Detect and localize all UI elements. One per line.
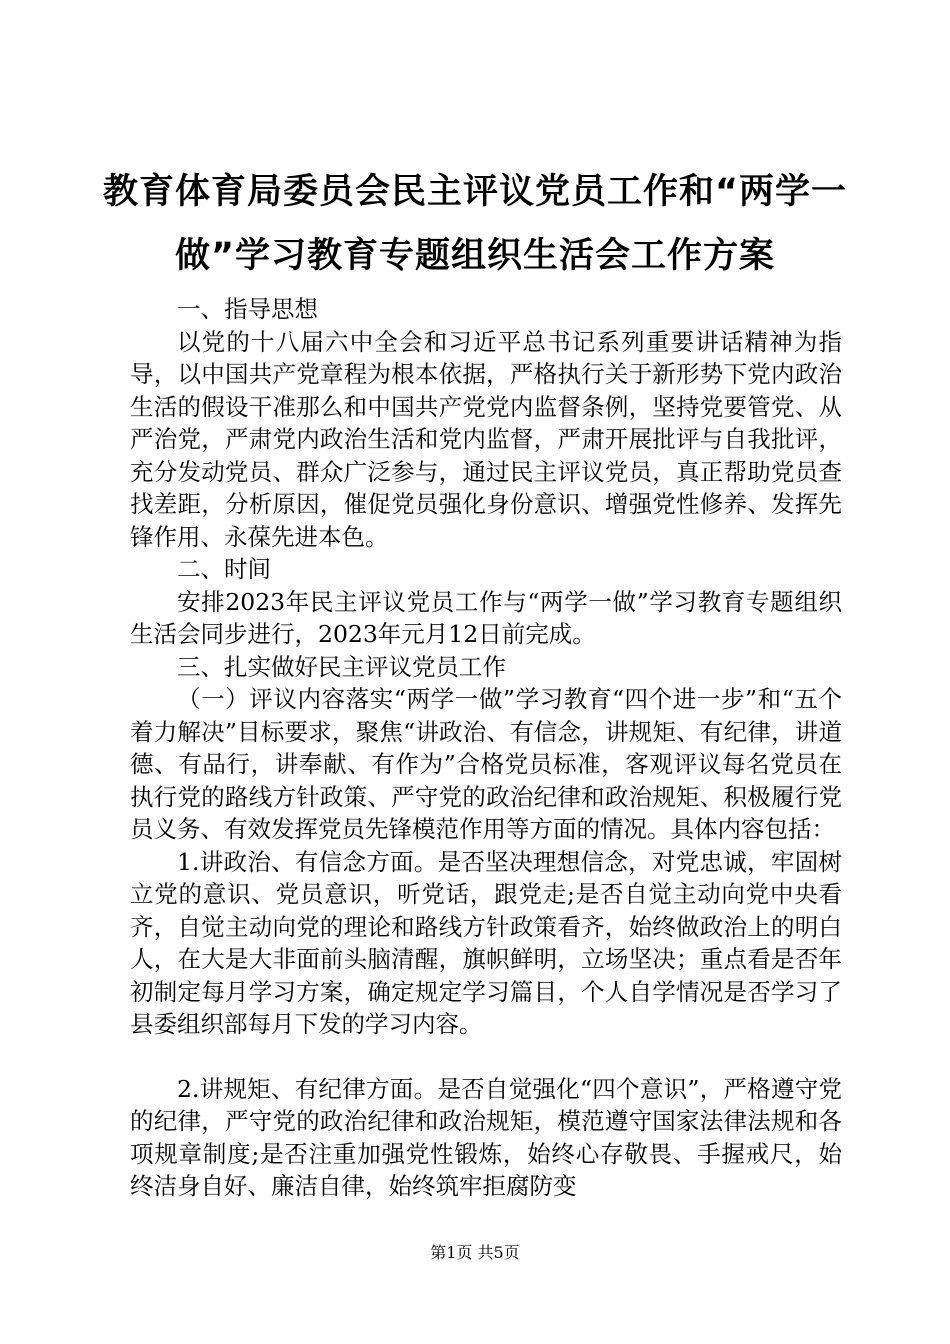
page-number-footer: 第1页 共5页 bbox=[430, 1243, 520, 1262]
paragraph-item-1: 1.讲政治、有信念方面。是否坚决理想信念，对党忠诚，牢固树立党的意识、党员意识，听党话，跟党走;是否自觉主动向党中央看齐，自觉主动向党的理论和路线方针政策看齐，始终做政治上的明白人，在大是大非面前头脑清醒，旗帜鲜明，立场坚决；重点看是否年初制定每月学习方案，确定规定学习篇目，个人自学情况是否学习了县委组织部每月下发的学习内容。 bbox=[130, 847, 842, 1038]
section-heading-guiding-thought: 一、指导思想 bbox=[177, 295, 318, 323]
paragraph-item-2: 2.讲规矩、有纪律方面。是否自觉强化“四个意识”，严格遵守党的纪律，严守党的政治纪律和政治规矩，模范遵守国家法律法规和各项规章制度;是否注重加强党性锻炼，始终心存敬畏、手握戒尺，始终洁身自好、廉洁自律，始终筑牢拒腐防变 bbox=[130, 1074, 842, 1200]
section-heading-evaluation-work: 三、扎实做好民主评议党员工作 bbox=[177, 652, 506, 681]
section-heading-time: 二、时间 bbox=[177, 555, 271, 583]
document-body bbox=[130, 293, 842, 1203]
paragraph-evaluation-content: （一）评议内容落实“两学一做”学习教育“四个进一步”和“五个着力解决”目标要求，聚焦“讲政治、有信念，讲规矩、有纪律，讲道德、有品行，讲奉献、有作为”合格党员标准，客观评议每名党员在执行党的路线方针政策、严守党的政治纪律和政治规矩、积极履行党员义务、有效发挥党员先锋模范作用等方面的情况。具体内容包括： bbox=[130, 685, 842, 843]
document-title: 教育体育局委员会民主评议党员工作和“两学一做”学习教育专题组织生活会工作方案 bbox=[102, 172, 847, 276]
paragraph-guiding-thought: 以党的十八届六中全会和习近平总书记系列重要讲话精神为指导，以中国共产党章程为根本依据，严格执行关于新形势下党内政治生活的假设干准那么和中国共产党党内监督条例，坚持党要管党、从严治党，严肃党内政治生活和党内监督，严肃开展批评与自我批评，充分发动党员、群众广泛参与，通过民主评议党员，真正帮助党员查找差距，分析原因，催促党员强化身份意识、增强党性修养、发挥先锋作用、永葆先进本色。 bbox=[130, 327, 842, 551]
paragraph-time: 安排2023年民主评议党员工作与“两学一做”学习教育专题组织生活会同步进行，2023年元月12日前完成。 bbox=[130, 587, 842, 648]
